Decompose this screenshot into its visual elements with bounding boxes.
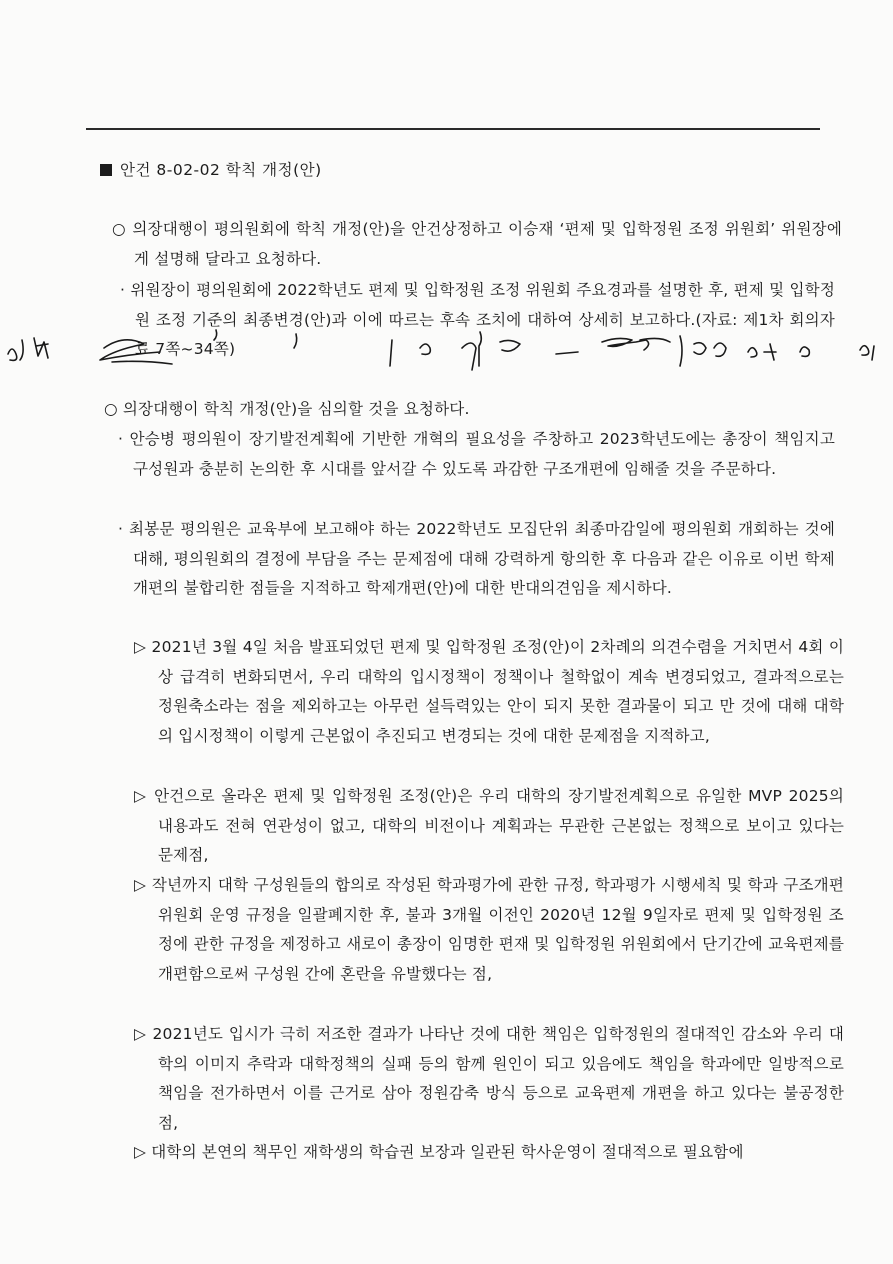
point-mvp2025-unrelated: ▷ 안건으로 올라온 편제 및 입학정원 조정(안)은 우리 대학의 장기발전계획으로 유일한 MVP 2025의 내용과도 전혀 연관성이 없고, 대학의 비전이나 계획과는 무관한 근본없는 정책으로 보이고 있다는 문제점,: [134, 787, 844, 864]
signature-scribble-icon: [0, 318, 893, 380]
paragraph-deliberation-request: ○ 의장대행이 학칙 개정(안)을 심의할 것을 요청하다.: [104, 400, 470, 418]
handwritten-signature: [0, 318, 893, 380]
square-bullet-icon: [100, 164, 112, 176]
agenda-title: 안건 8-02-02 학칙 개정(안): [100, 158, 322, 180]
paragraph-member-ahn: · 안승병 평의원이 장기발전계획에 기반한 개혁의 필요성을 주창하고 2023학년도에는 총장이 책임지고 구성원과 충분히 논의한 후 시대를 앞서갈 수 있도록 과감한 구조개편에 임해줄 것을 주문하다.: [118, 430, 835, 478]
point-student-rights: ▷ 대학의 본연의 책무인 재학생의 학습권 보장과 일관된 학사운영이 절대적으로 필요함에: [134, 1143, 744, 1161]
paragraph-member-choi: · 최봉문 평의원은 교육부에 보고해야 하는 2022학년도 모집단위 최종마감일에 평의원회 개회하는 것에 대해, 평의원회의 결정에 부담을 주는 문제점에 대해 강력하게 항의한 후 다음과 같은 이유로 이번 학제개편의 불합리한 점들을 지적하고 학제개편(안)에 대한 반대의견임을 제시하다.: [118, 520, 835, 597]
paragraph-agenda-proposal: ○ 의장대행이 평의원회에 학칙 개정(안)을 안건상정하고 이승재 ‘편제 및 입학정원 조정 위원회’ 위원장에게 설명해 달라고 요청하다.: [112, 220, 842, 268]
header-rule: [86, 128, 820, 130]
point-unfair-responsibility: ▷ 2021년도 입시가 극히 저조한 결과가 나타난 것에 대한 책임은 입학정원의 절대적인 감소와 우리 대학의 이미지 추락과 대학정책의 실패 등의 함께 원인이 되고 있음에도 책임을 학과에만 일방적으로 책임을 전가하면서 이를 근거로 삼아 정원감축 방식 등으로 교육편제 개편을 하고 있다는 불공정한 점,: [134, 1025, 844, 1132]
point-policy-changes: ▷ 2021년 3월 4일 처음 발표되었던 편제 및 입학정원 조정(안)이 2차례의 의견수렴을 거치면서 4회 이상 급격히 변화되면서, 우리 대학의 입시정책이 정책이나 철학없이 계속 변경되었고, 결과적으로는 정원축소라는 점을 제외하고는 아무런 설득력있는 안이 되지 못한 결과물이 되고 만 것에 대해 대학의 입시정책이 이렇게 근본없이 추진되고 변경되는 것에 대한 문제점을 지적하고,: [134, 638, 844, 745]
point-regulation-repeal: ▷ 작년까지 대학 구성원들의 합의로 작성된 학과평가에 관한 규정, 학과평가 시행세칙 및 학과 구조개편위원회 운영 규정을 일괄폐지한 후, 불과 3개월 이전인 2020년 12월 9일자로 편제 및 입학정원 조정에 관한 규정을 제정하고 새로이 총장이 임명한 편재 및 입학정원 위원회에서 단기간에 교육편제를 개편함으로써 구성원 간에 혼란을 유발했다는 점,: [134, 876, 844, 983]
paragraph-chair-report: · 위원장이 평의원회에 2022학년도 편제 및 입학정원 조정 위원회 주요경과를 설명한 후, 편제 및 입학정원 조정 기준의 최종변경(안)과 이에 따르는 후속 조치에 대하여 상세히 보고하다.(자료: 제1차 회의자료 7쪽~34쪽): [120, 281, 835, 358]
